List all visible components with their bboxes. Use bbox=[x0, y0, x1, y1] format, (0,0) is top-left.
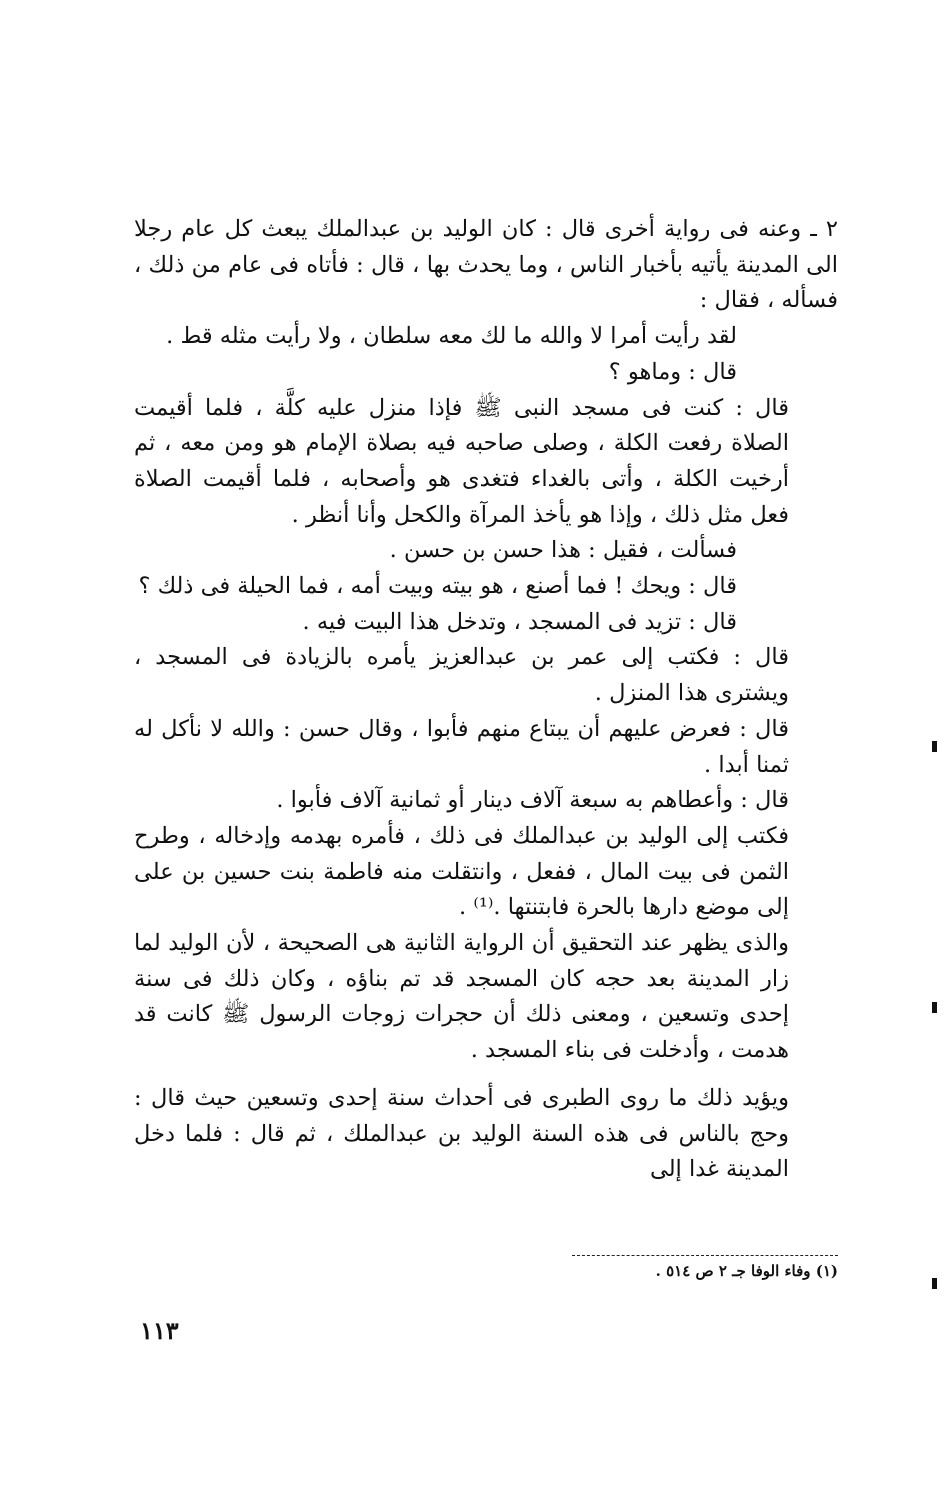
paragraph: ويؤيد ذلك ما روى الطبرى فى أحداث سنة إحدى وتسعين حيث قال : وحج بالناس فى هذه السنة الوليد بن عبدالملك ، ثم قال : فلما دخل المدينة غدا إلى bbox=[134, 1084, 789, 1183]
paragraph: قال : وماهو ؟ bbox=[608, 358, 737, 385]
page-number: ١١٣ bbox=[140, 1316, 179, 1345]
paragraph: لقد رأيت أمرا لا والله ما لك معه سلطان ، ولا رأيت مثله قط . bbox=[166, 323, 737, 350]
paragraph: قال : كنت فى مسجد النبى ﷺ فإذا منزل عليه كلَّة ، فلما أقيمت الصلاة رفعت الكلة ، وصلى صاحبه فيه بصلاة الإمام هو ومن معه ، ثم أرخيت الكلة ، وأتى بالغداء فتغدى هو وأصحابه ، فلما أقيمت الصلاة فعل مثل ذلك ، وإذا هو يأخذ المرآة والكحل وأنا أنظر . bbox=[134, 394, 789, 528]
paragraph: ٢ ـ وعنه فى رواية أخرى قال : كان الوليد بن عبدالملك يبعث كل عام رجلا الى المدينة يأتيه بأخبار الناس ، وما يحدث بها ، قال : فأتاه فى عام من ذلك ، فسأله ، فقال : bbox=[134, 216, 838, 314]
footnote-divider bbox=[572, 1255, 838, 1256]
paragraph: والذى يظهر عند التحقيق أن الرواية الثانية هى الصحيحة ، لأن الوليد لما زار المدينة بعد حجه كان المسجد قد تم بناؤه ، وكان ذلك فى سنة إحدى وتسعين ، ومعنى ذلك أن حجرات زوجات الرسول ﷺ كانت قد هدمت ، وأدخلت فى بناء المسجد . bbox=[134, 930, 789, 1064]
margin-mark bbox=[932, 741, 937, 752]
body-text bbox=[134, 212, 838, 1188]
margin-mark bbox=[932, 1278, 937, 1289]
paragraph: فسألت ، فقيل : هذا حسن بن حسن . bbox=[389, 537, 737, 564]
paragraph: قال : وأعطاهم به سبعة آلاف دينار أو ثمانية آلاف فأبوا . bbox=[276, 787, 789, 814]
footnote: (١) وفاء الوفا جـ ٢ ص ٥١٤ . bbox=[655, 1262, 838, 1280]
paragraph: فكتب إلى الوليد بن عبدالملك فى ذلك ، فأمره بهدمه وإدخاله ، وطرح الثمن فى بيت المال ، ففعل ، وانتقلت منه فاطمة بنت حسين بن على إلى موضع دارها بالحرة فابتنتها .⁽¹⁾ . bbox=[134, 822, 789, 921]
margin-mark bbox=[932, 1002, 937, 1013]
paragraph: قال : ويحك ! فما أصنع ، هو بيته وبيت أمه ، فما الحيلة فى ذلك ؟ bbox=[138, 573, 737, 600]
paragraph: قال : تزيد فى المسجد ، وتدخل هذا البيت فيه . bbox=[302, 608, 737, 635]
paragraph: قال : فكتب إلى عمر بن عبدالعزيز يأمره بالزيادة فى المسجد ، ويشترى هذا المنزل . bbox=[134, 644, 789, 707]
paragraph: قال : فعرض عليهم أن يبتاع منهم فأبوا ، وقال حسن : والله لا نأكل له ثمنا أبدا . bbox=[134, 715, 789, 778]
